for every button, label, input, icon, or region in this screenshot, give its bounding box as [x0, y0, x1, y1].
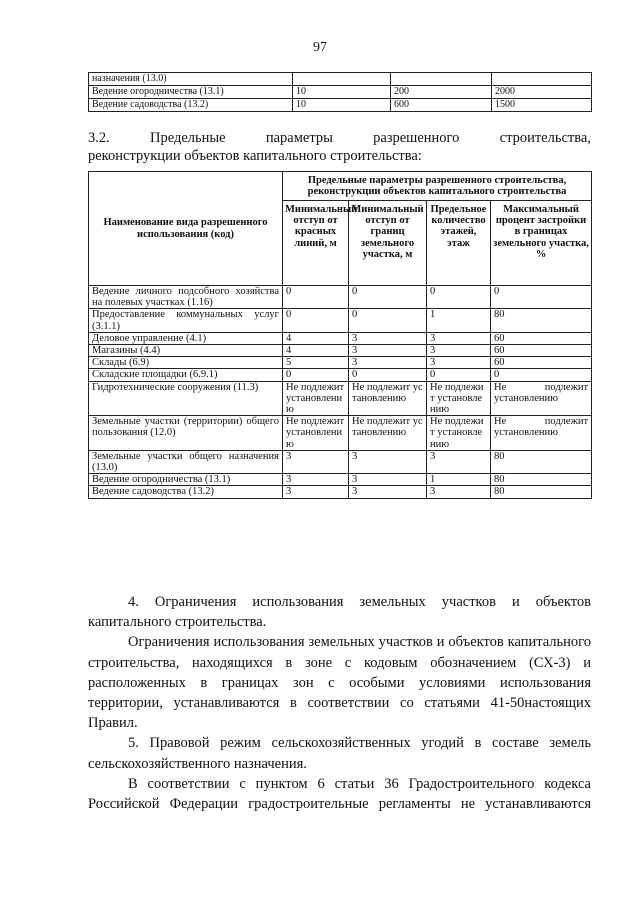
cell-value: 10	[293, 86, 391, 99]
parameters-table	[88, 171, 592, 499]
paragraph: В соответствии с пунктом 6 статьи 36 Градостроительного кодекса Российской Федерации градостроительные регламенты не устанавливаются	[88, 775, 591, 813]
section-word: параметры	[265, 130, 333, 146]
cell-value: 3	[349, 345, 427, 357]
cell-value: 3	[283, 486, 349, 498]
cell-value: 2000	[492, 86, 592, 99]
cell-value	[391, 73, 492, 86]
cell-value: Не подлежит установлению	[349, 381, 427, 416]
cell-value: 1	[427, 309, 491, 332]
cell-value: 3	[427, 332, 491, 344]
row-name: Земельные участки общего назначения (13.0)	[89, 450, 283, 473]
cell-value: 200	[391, 86, 492, 99]
table-row	[89, 486, 592, 498]
header-group: Предельные параметры разрешенного строительства, реконструкции объектов капитального строительства	[283, 172, 592, 201]
table-row	[89, 309, 592, 332]
cell-value: 3	[283, 450, 349, 473]
table-row	[89, 86, 592, 99]
cell-value: 80	[491, 450, 592, 473]
table-row	[89, 73, 592, 86]
cell-value: 0	[427, 286, 491, 309]
cell-value: Не подлежит установлению	[283, 416, 349, 451]
top-table	[88, 72, 592, 112]
cell-value: Не подлежит установлению	[349, 416, 427, 451]
cell-value: 0	[427, 369, 491, 381]
cell-value: Не подлежит установлению	[491, 416, 592, 451]
cell-value: 0	[349, 309, 427, 332]
cell-value: 80	[491, 474, 592, 486]
cell-value: 3	[427, 486, 491, 498]
paragraph: Ограничения использования земельных участков и объектов капитального строительства, находящихся в зоне с кодовым обозначением (СХ-3) и расположенных в границах зон с особыми условиями использования территории, устанавливаются в соответствии со статьями 41-50настоящих Правил.	[88, 634, 591, 732]
body-text	[88, 592, 591, 814]
row-name: Складские площадки (6.9.1)	[89, 369, 283, 381]
page-number: 97	[313, 40, 327, 55]
cell-value: 3	[349, 332, 427, 344]
header-row	[89, 172, 592, 201]
row-name: Земельные участки (территории) общего пользования (12.0)	[89, 416, 283, 451]
table-row	[89, 381, 592, 416]
table-row	[89, 474, 592, 486]
cell-value: 1	[427, 474, 491, 486]
table-row	[89, 99, 592, 112]
cell-value: 1500	[492, 99, 592, 112]
cell-value: 4	[283, 345, 349, 357]
cell-value: 3	[349, 474, 427, 486]
row-name: Ведение огородничества (13.1)	[89, 86, 293, 99]
row-name: Ведение садоводства (13.2)	[89, 486, 283, 498]
table-row	[89, 345, 592, 357]
cell-value: 0	[283, 309, 349, 332]
cell-value: 4	[283, 332, 349, 344]
cell-value: 0	[283, 286, 349, 309]
cell-value: 3	[427, 450, 491, 473]
cell-value: 3	[349, 357, 427, 369]
cell-value: 3	[349, 486, 427, 498]
cell-value: 3	[349, 450, 427, 473]
row-name: Ведение огородничества (13.1)	[89, 474, 283, 486]
cell-value: 3	[427, 345, 491, 357]
section-heading	[88, 129, 591, 165]
cell-value: 0	[491, 286, 592, 309]
paragraph: 5. Правовой режим сельскохозяйственных угодий в составе земель сельскохозяйственного назначения.	[88, 735, 591, 772]
row-name: Склады (6.9)	[89, 357, 283, 369]
row-name: назначения (13.0)	[89, 73, 293, 86]
table-row	[89, 416, 592, 451]
table-row	[89, 369, 592, 381]
paragraph: 4. Ограничения использования земельных участков и объектов капитального строительства.	[88, 594, 591, 631]
section-word: разрешенного	[373, 130, 460, 146]
row-name: Гидротехнические сооружения (11.3)	[89, 381, 283, 416]
cell-value: 10	[293, 99, 391, 112]
table-row	[89, 450, 592, 473]
cell-value: 60	[491, 332, 592, 344]
cell-value: 0	[491, 369, 592, 381]
table-row	[89, 357, 592, 369]
section-word: 3.2.	[88, 130, 110, 146]
cell-value: 60	[491, 357, 592, 369]
cell-value: 0	[349, 286, 427, 309]
cell-value: 80	[491, 486, 592, 498]
cell-value	[293, 73, 391, 86]
row-name: Деловое управление (4.1)	[89, 332, 283, 344]
header-name: Наименование вида разрешенного использования (код)	[89, 172, 283, 286]
header-min-red-lines: Минимальный отступ от красных линий, м	[283, 201, 349, 286]
row-name: Магазины (4.4)	[89, 345, 283, 357]
header-max-floors: Предельное количество этажей, этаж	[427, 201, 491, 286]
cell-value: Не подлежит установлению	[283, 381, 349, 416]
cell-value: 0	[283, 369, 349, 381]
header-max-coverage: Максимальный процент застройки в границах земельного участка, %	[491, 201, 592, 286]
table-row	[89, 286, 592, 309]
cell-value: 3	[283, 474, 349, 486]
section-line2: реконструкции объектов капитального строительства:	[88, 148, 422, 164]
cell-value: Не подлежит установлению	[427, 416, 491, 451]
row-name: Ведение садоводства (13.2)	[89, 99, 293, 112]
cell-value: 600	[391, 99, 492, 112]
cell-value	[492, 73, 592, 86]
cell-value: 3	[427, 357, 491, 369]
header-min-plot-boundary: Минимальный отступ от границ земельного участка, м	[349, 201, 427, 286]
cell-value: 0	[349, 369, 427, 381]
row-name: Ведение личного подсобного хозяйства на полевых участках (1.16)	[89, 286, 283, 309]
cell-value: 60	[491, 345, 592, 357]
cell-value: 80	[491, 309, 592, 332]
cell-value: 5	[283, 357, 349, 369]
row-name: Предоставление коммунальных услуг (3.1.1)	[89, 309, 283, 332]
cell-value: Не подлежит установлению	[427, 381, 491, 416]
table-row	[89, 332, 592, 344]
section-word: строительства,	[499, 130, 591, 146]
section-word: Предельные	[150, 130, 226, 146]
cell-value: Не подлежит установлению	[491, 381, 592, 416]
